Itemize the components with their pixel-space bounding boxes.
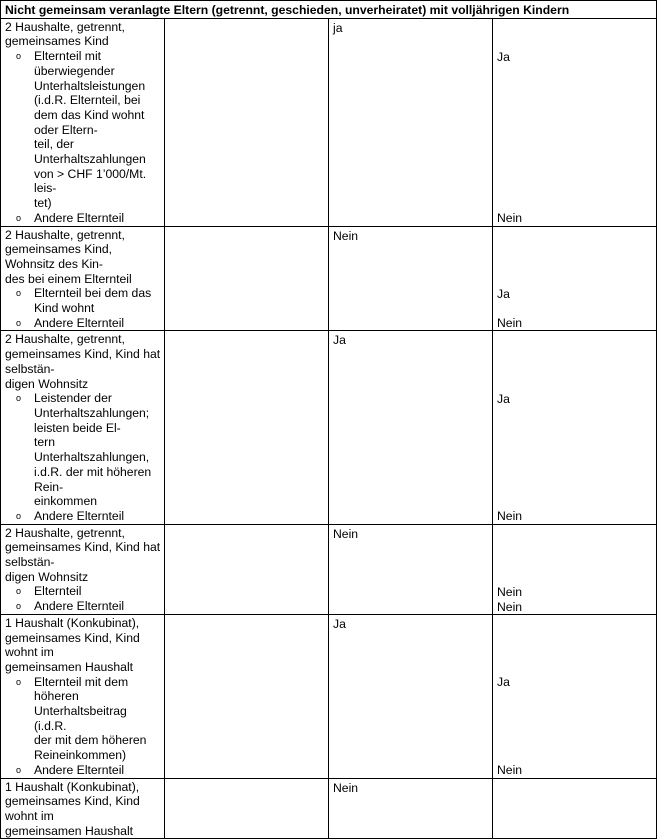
case-answer-cell: [329, 226, 493, 331]
table-row: [1, 18, 657, 226]
case-title: 2 Haushalte, getrennt, gemeinsames Kind, Kind hat selbstän- digen Wohnsitz: [5, 332, 161, 391]
case-sub-item: [5, 763, 164, 778]
case-title: 2 Haushalte, getrennt, gemeinsames Kind, Wohnsitz des Kin- des bei einem Elternteil: [5, 227, 132, 286]
table-row: [1, 226, 657, 331]
case-answer: ja: [333, 20, 343, 35]
case-answer: Ja: [333, 616, 346, 631]
table-row: [1, 614, 657, 778]
sub-item-answer: Nein: [497, 599, 523, 614]
table-header-title: Nicht gemeinsam veranlagte Eltern (getrennt, geschieden, unverheiratet) mit volljährigen Kindern: [1, 1, 657, 19]
sub-item-answer: Nein: [497, 316, 523, 331]
case-sub-item: [5, 675, 164, 763]
bullet-circle-icon: o: [15, 510, 21, 521]
empty-cell: [165, 226, 329, 331]
case-sub-item: [5, 509, 164, 524]
case-sub-item: [5, 211, 164, 226]
sub-item-answer: Ja: [497, 675, 510, 690]
case-description-cell: [1, 18, 165, 226]
case-answer-cell: [329, 331, 493, 524]
case-answer-cell: [329, 778, 493, 839]
case-answer-cell: [329, 614, 493, 778]
case-title: 1 Haushalt (Konkubinat), gemeinsames Kind, Kind wohnt im gemeinsamen Haushalt: [5, 615, 140, 674]
bullet-circle-icon: o: [15, 586, 21, 597]
bullet-circle-icon: o: [15, 212, 21, 223]
sub-item-text: Elternteil mit dem höheren Unterhaltsbeitrag (i.d.R. der mit dem höheren Reineinkommen): [34, 674, 147, 763]
sub-item-answer: Nein: [497, 763, 523, 778]
bullet-circle-icon: o: [15, 676, 21, 687]
case-description-cell: [1, 331, 165, 524]
sub-item-text: Elternteil mit überwiegender Unterhaltsleistungen (i.d.R. Elternteil, bei dem das Kind wohnt oder Eltern- teil, der Unterhaltszahlungen von > CHF 1’000/Mt. leis- tet): [34, 49, 147, 211]
case-answer: Ja: [333, 333, 346, 348]
sub-item-text: Elternteil: [34, 584, 82, 599]
case-title: 2 Haushalte, getrennt, gemeinsames Kind: [5, 19, 125, 49]
sub-item-answer: Ja: [497, 286, 510, 301]
case-sub-item: [5, 584, 164, 599]
sub-item-text: Andere Elternteil: [34, 315, 125, 330]
table-row: [1, 331, 657, 524]
sub-item-answer: Nein: [497, 509, 523, 524]
case-description-cell: [1, 778, 165, 839]
case-answer-cell: [329, 524, 493, 614]
case-answer: Nein: [333, 780, 359, 795]
table-row: [1, 524, 657, 614]
sub-answer-cell: [493, 614, 657, 778]
empty-cell: [165, 331, 329, 524]
sub-item-text: Andere Elternteil: [34, 508, 125, 523]
case-sub-item: [5, 391, 164, 509]
bullet-circle-icon: o: [15, 601, 21, 612]
case-description-cell: [1, 614, 165, 778]
sub-item-text: Elternteil bei dem das Kind wohnt: [34, 286, 152, 316]
bullet-circle-icon: o: [15, 317, 21, 328]
empty-cell: [165, 614, 329, 778]
sub-item-text: Leistender der Unterhaltszahlungen; leisten beide El- tern Unterhaltszahlungen, i.d.R. der mit höheren Rein- einkommen: [34, 391, 152, 509]
case-answer: Nein: [333, 228, 359, 243]
sub-item-text: Andere Elternteil: [34, 599, 125, 614]
sub-answer-cell: [493, 524, 657, 614]
sub-answer-cell: [493, 331, 657, 524]
sub-answer-cell: [493, 18, 657, 226]
bullet-circle-icon: o: [15, 764, 21, 775]
sub-answer-cell: [493, 226, 657, 331]
sub-item-answer: Ja: [497, 391, 510, 406]
case-sub-item: [5, 316, 164, 331]
table-header-row: [1, 1, 657, 19]
case-answer: Nein: [333, 526, 359, 541]
empty-cell: [165, 778, 329, 839]
empty-cell: [165, 18, 329, 226]
bullet-circle-icon: o: [15, 393, 21, 404]
sub-item-text: Andere Elternteil: [34, 762, 125, 777]
table-row: [1, 778, 657, 839]
case-description-cell: [1, 524, 165, 614]
bullet-circle-icon: o: [15, 288, 21, 299]
case-sub-item: [5, 49, 164, 211]
case-title: 1 Haushalt (Konkubinat), gemeinsames Kind, Kind wohnt im gemeinsamen Haushalt: [5, 779, 140, 838]
sub-item-answer: Nein: [497, 211, 523, 226]
case-description-cell: [1, 226, 165, 331]
empty-cell: [165, 524, 329, 614]
case-sub-item: [5, 286, 164, 315]
sub-item-answer: Nein: [497, 584, 523, 599]
bullet-circle-icon: o: [15, 51, 21, 62]
case-sub-item: [5, 599, 164, 614]
sub-item-answer: Ja: [497, 49, 510, 64]
sub-answer-cell: [493, 778, 657, 839]
sub-item-text: Andere Elternteil: [34, 210, 125, 225]
case-title: 2 Haushalte, getrennt, gemeinsames Kind, Kind hat selbstän- digen Wohnsitz: [5, 525, 161, 584]
case-answer-cell: [329, 18, 493, 226]
